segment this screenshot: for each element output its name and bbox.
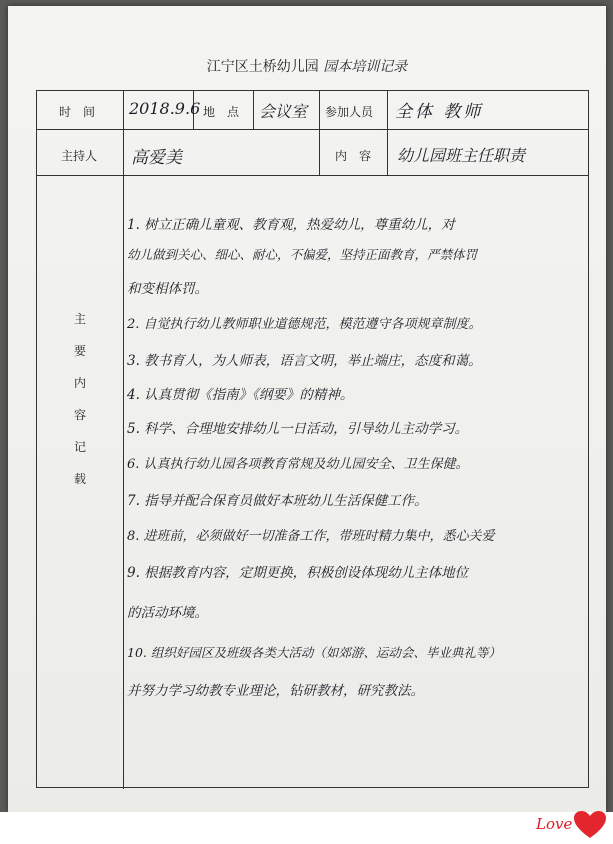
heart-icon (573, 810, 607, 840)
content-value: 幼儿园班主任职责 (397, 146, 526, 165)
row-divider (37, 175, 588, 176)
content-line: 10. 组织好园区及班级各类大活动（如郊游、运动会、毕业典礼等） (127, 645, 501, 660)
host-label: 主持人 (61, 149, 98, 163)
column-divider (253, 91, 254, 129)
content-line: 6. 认真执行幼儿园各项教育常规及幼儿园安全、卫生保健。 (127, 457, 469, 472)
training-record-table (36, 90, 589, 788)
participants-value: 全体 教师 (395, 102, 484, 122)
section-label-char: 载 (73, 472, 86, 486)
row-divider (37, 129, 588, 130)
place-value: 会议室 (259, 102, 308, 121)
section-label-char: 内 (73, 376, 86, 390)
content-line: 8. 进班前，必须做好一切准备工作，带班时精力集中，悉心关爱 (127, 529, 495, 544)
title-handwritten: 园本培训记录 (323, 59, 408, 75)
section-label-char: 要 (73, 344, 86, 358)
content-line: 的活动环境。 (127, 605, 208, 621)
watermark-text: Love (536, 815, 573, 833)
time-value: 2018.9.6 (129, 99, 201, 118)
title-printed: 江宁区土桥幼儿园 (206, 59, 319, 75)
content-line: 2. 自觉执行幼儿教师职业道德规范，模范遵守各项规章制度。 (127, 317, 482, 332)
content-line: 9. 根据教育内容，定期更换，积极创设体现幼儿主体地位 (127, 565, 469, 581)
record-sheet (8, 6, 606, 812)
section-label-char: 容 (73, 408, 86, 422)
section-label-char: 记 (73, 440, 86, 454)
page-title (8, 56, 606, 76)
host-value: 高爱美 (131, 148, 182, 168)
section-label-char: 主 (73, 312, 86, 326)
content-line: 1. 树立正确儿童观、教育观，热爱幼儿，尊重幼儿，对 (127, 217, 455, 233)
place-label: 地 点 (203, 105, 240, 119)
content-label: 内 容 (335, 149, 372, 163)
column-divider (123, 91, 124, 789)
participants-label: 参加人员 (325, 105, 374, 119)
content-line: 5. 科学、合理地安排幼儿一日活动，引导幼儿主动学习。 (127, 421, 469, 437)
content-line: 3. 教书育人，为人师表，语言文明，举止端庄，态度和蔼。 (127, 353, 482, 369)
content-line: 7. 指导并配合保育员做好本班幼儿生活保健工作。 (127, 493, 428, 509)
column-divider (319, 91, 320, 175)
content-line: 和变相体罚。 (127, 281, 208, 297)
time-label: 时 间 (59, 105, 96, 119)
content-line: 并努力学习幼教专业理论，钻研教材，研究教法。 (127, 683, 424, 699)
column-divider (387, 91, 388, 175)
main-content-label (37, 303, 123, 495)
content-line: 4. 认真贯彻《指南》《纲要》的精神。 (127, 387, 354, 403)
bottom-margin (0, 812, 613, 844)
content-line: 幼儿做到关心、细心、耐心，不偏爱，坚持正面教育，严禁体罚 (127, 247, 478, 262)
